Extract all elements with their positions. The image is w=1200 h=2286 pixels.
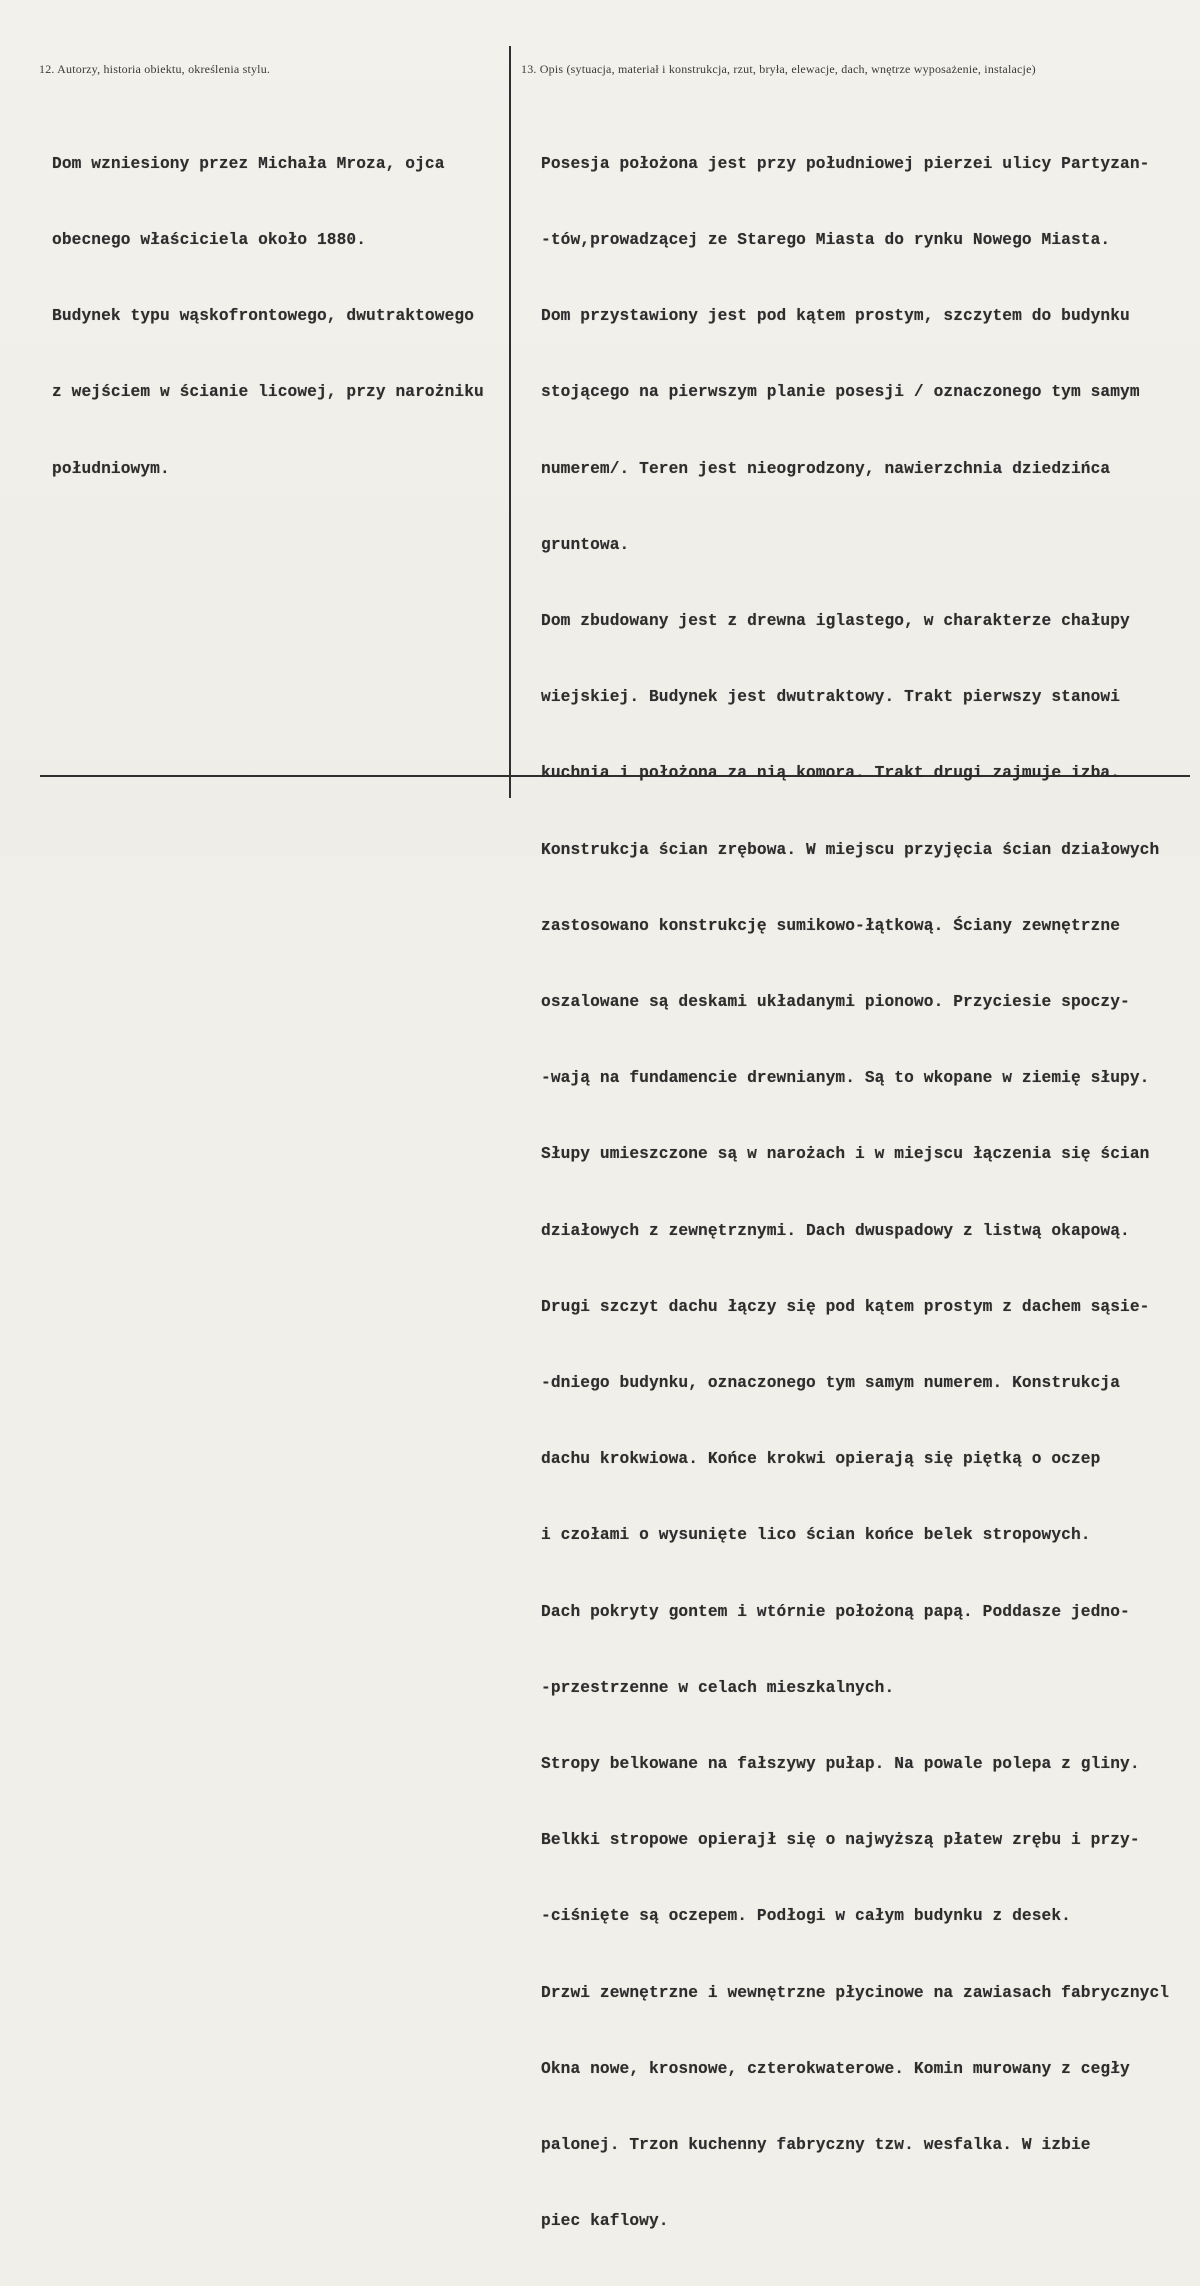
section-13-body [541, 101, 1169, 2286]
text-line: południowym. [52, 459, 170, 478]
text-line: zastosowano konstrukcję sumikowo-łątkową. Ściany zewnętrzne [541, 916, 1121, 935]
section-13-header: 13. Opis (sytuacja, materiał i konstrukcja, rzut, bryła, elewacje, dach, wnętrze wyposażenie, instalacje) [521, 62, 1036, 76]
text-line: -wają na fundamencie drewnianym. Są to wkopane w ziemię słupy. [541, 1069, 1150, 1088]
text-line: Dom wzniesiony przez Michała Mroza, ojca [52, 154, 445, 173]
section-12-body [52, 101, 484, 533]
text-line: Drugi szczyt dachu łączy się pod kątem prostym z dachem sąsie- [541, 1297, 1150, 1316]
text-line: działowych z zewnętrznymi. Dach dwuspadowy z listwą okapową. [541, 1221, 1130, 1240]
text-line: gruntowa. [541, 535, 630, 554]
text-line: Posesja położona jest przy południowej pierzei ulicy Partyzan- [541, 154, 1150, 173]
text-line: Słupy umieszczone są w narożach i w miejscu łączenia się ścian [541, 1145, 1150, 1164]
text-line: obecnego właściciela około 1880. [52, 231, 367, 250]
text-line: stojącego na pierwszym planie posesji / oznaczonego tym samym [541, 383, 1140, 402]
text-line: Drzwi zewnętrzne i wewnętrzne płycinowe na zawiasach fabrycznycl [541, 1983, 1170, 2002]
text-line: -tów,prowadzącej ze Starego Miasta do rynku Nowego Miasta. [541, 231, 1111, 250]
text-line: oszalowane są deskami układanymi pionowo. Przyciesie spoczy- [541, 993, 1130, 1012]
text-line: wiejskiej. Budynek jest dwutraktowy. Trakt pierwszy stanowi [541, 688, 1121, 707]
text-line: z wejściem w ścianie licowej, przy narożniku [52, 383, 484, 402]
text-line: Okna nowe, krosnowe, czterokwaterowe. Komin murowany z cegły [541, 2059, 1130, 2078]
text-line: palonej. Trzon kuchenny fabryczny tzw. wesfalka. W izbie [541, 2136, 1091, 2155]
text-line: dachu krokwiowa. Końce krokwi opierają się piętką o oczep [541, 1450, 1101, 1469]
text-line: Konstrukcja ścian zrębowa. W miejscu przyjęcia ścian działowych [541, 840, 1160, 859]
text-line: Dach pokryty gontem i wtórnie położoną papą. Poddasze jedno- [541, 1602, 1130, 1621]
text-line: Dom zbudowany jest z drewna iglastego, w charakterze chałupy [541, 612, 1130, 631]
text-line: -ciśnięte są oczepem. Podłogi w całym budynku z desek. [541, 1907, 1071, 1926]
text-line: -przestrzenne w celach mieszkalnych. [541, 1678, 895, 1697]
text-line: Budynek typu wąskofrontowego, dwutraktowego [52, 307, 475, 326]
section-12-header: 12. Autorzy, historia obiektu, określenia stylu. [39, 62, 271, 76]
column-divider [509, 46, 511, 798]
text-line: Belkki stropowe opierajł się o najwyższą płatew zrębu i przy- [541, 1831, 1140, 1850]
text-line: -dniego budynku, oznaczonego tym samym numerem. Konstrukcja [541, 1374, 1121, 1393]
text-line: numerem/. Teren jest nieogrodzony, nawierzchnia dziedzińca [541, 459, 1111, 478]
text-line: Dom przystawiony jest pod kątem prostym, szczytem do budynku [541, 307, 1130, 326]
text-line: i czołami o wysunięte lico ścian końce belek stropowych. [541, 1526, 1091, 1545]
text-line: piec kaflowy. [541, 2212, 669, 2231]
text-line: kuchnia i położona za nią komora. Trakt drugi zajmuje izba. [541, 764, 1121, 783]
text-line: Stropy belkowane na fałszywy pułap. Na powale polepa z gliny. [541, 1755, 1140, 1774]
